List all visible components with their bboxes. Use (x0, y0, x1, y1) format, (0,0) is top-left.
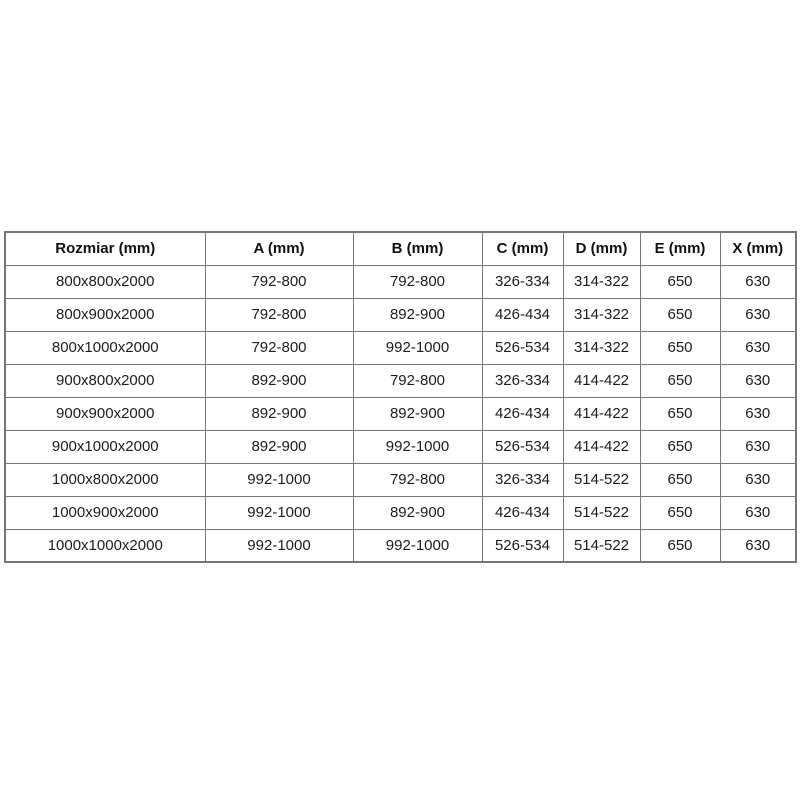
table-cell: 630 (720, 430, 796, 463)
column-header: E (mm) (640, 232, 720, 265)
table-cell: 414-422 (563, 364, 640, 397)
table-cell: 900x900x2000 (5, 397, 205, 430)
column-header: D (mm) (563, 232, 640, 265)
table-cell: 992-1000 (353, 331, 482, 364)
table-cell: 630 (720, 331, 796, 364)
table-row (5, 496, 796, 529)
column-header: X (mm) (720, 232, 796, 265)
table-cell: 414-422 (563, 430, 640, 463)
table-cell: 426-434 (482, 397, 563, 430)
column-header: C (mm) (482, 232, 563, 265)
column-header: A (mm) (205, 232, 353, 265)
table-row (5, 331, 796, 364)
table-cell: 900x800x2000 (5, 364, 205, 397)
table-cell: 1000x900x2000 (5, 496, 205, 529)
table-row (5, 265, 796, 298)
table-cell: 314-322 (563, 298, 640, 331)
table-cell: 792-800 (353, 265, 482, 298)
table-cell: 650 (640, 529, 720, 562)
table-cell: 514-522 (563, 496, 640, 529)
table-header-row (5, 232, 796, 265)
table-cell: 630 (720, 496, 796, 529)
table-cell: 792-800 (205, 298, 353, 331)
table-cell: 992-1000 (205, 496, 353, 529)
table-cell: 792-800 (205, 265, 353, 298)
table-cell: 630 (720, 298, 796, 331)
table-cell: 792-800 (353, 463, 482, 496)
table-cell: 992-1000 (205, 529, 353, 562)
table-cell: 650 (640, 397, 720, 430)
table-cell: 650 (640, 496, 720, 529)
table-cell: 630 (720, 265, 796, 298)
table-cell: 630 (720, 463, 796, 496)
table-cell: 992-1000 (353, 529, 482, 562)
table-cell: 1000x1000x2000 (5, 529, 205, 562)
table-cell: 792-800 (353, 364, 482, 397)
table-cell: 800x800x2000 (5, 265, 205, 298)
table-cell: 800x1000x2000 (5, 331, 205, 364)
table-cell: 326-334 (482, 364, 563, 397)
table-cell: 426-434 (482, 496, 563, 529)
table-row (5, 529, 796, 562)
table-cell: 650 (640, 298, 720, 331)
table-row (5, 298, 796, 331)
table-row (5, 397, 796, 430)
table-row (5, 463, 796, 496)
table-cell: 900x1000x2000 (5, 430, 205, 463)
table-cell: 650 (640, 364, 720, 397)
table-cell: 314-322 (563, 265, 640, 298)
table-cell: 326-334 (482, 463, 563, 496)
table-cell: 650 (640, 430, 720, 463)
table-cell: 892-900 (205, 397, 353, 430)
table-cell: 892-900 (353, 298, 482, 331)
size-table-container (4, 231, 796, 563)
table-cell: 630 (720, 529, 796, 562)
table-row (5, 430, 796, 463)
table-cell: 892-900 (353, 496, 482, 529)
table-cell: 526-534 (482, 331, 563, 364)
table-cell: 892-900 (353, 397, 482, 430)
size-specification-table (4, 231, 797, 563)
table-cell: 992-1000 (205, 463, 353, 496)
table-cell: 650 (640, 331, 720, 364)
table-cell: 326-334 (482, 265, 563, 298)
table-cell: 650 (640, 265, 720, 298)
table-cell: 426-434 (482, 298, 563, 331)
table-cell: 630 (720, 364, 796, 397)
table-row (5, 364, 796, 397)
table-cell: 992-1000 (353, 430, 482, 463)
table-cell: 514-522 (563, 463, 640, 496)
table-cell: 892-900 (205, 364, 353, 397)
table-cell: 1000x800x2000 (5, 463, 205, 496)
table-cell: 526-534 (482, 430, 563, 463)
table-cell: 800x900x2000 (5, 298, 205, 331)
table-cell: 526-534 (482, 529, 563, 562)
table-cell: 792-800 (205, 331, 353, 364)
column-header: Rozmiar (mm) (5, 232, 205, 265)
table-cell: 314-322 (563, 331, 640, 364)
table-cell: 414-422 (563, 397, 640, 430)
table-cell: 892-900 (205, 430, 353, 463)
column-header: B (mm) (353, 232, 482, 265)
table-cell: 630 (720, 397, 796, 430)
table-cell: 650 (640, 463, 720, 496)
table-cell: 514-522 (563, 529, 640, 562)
